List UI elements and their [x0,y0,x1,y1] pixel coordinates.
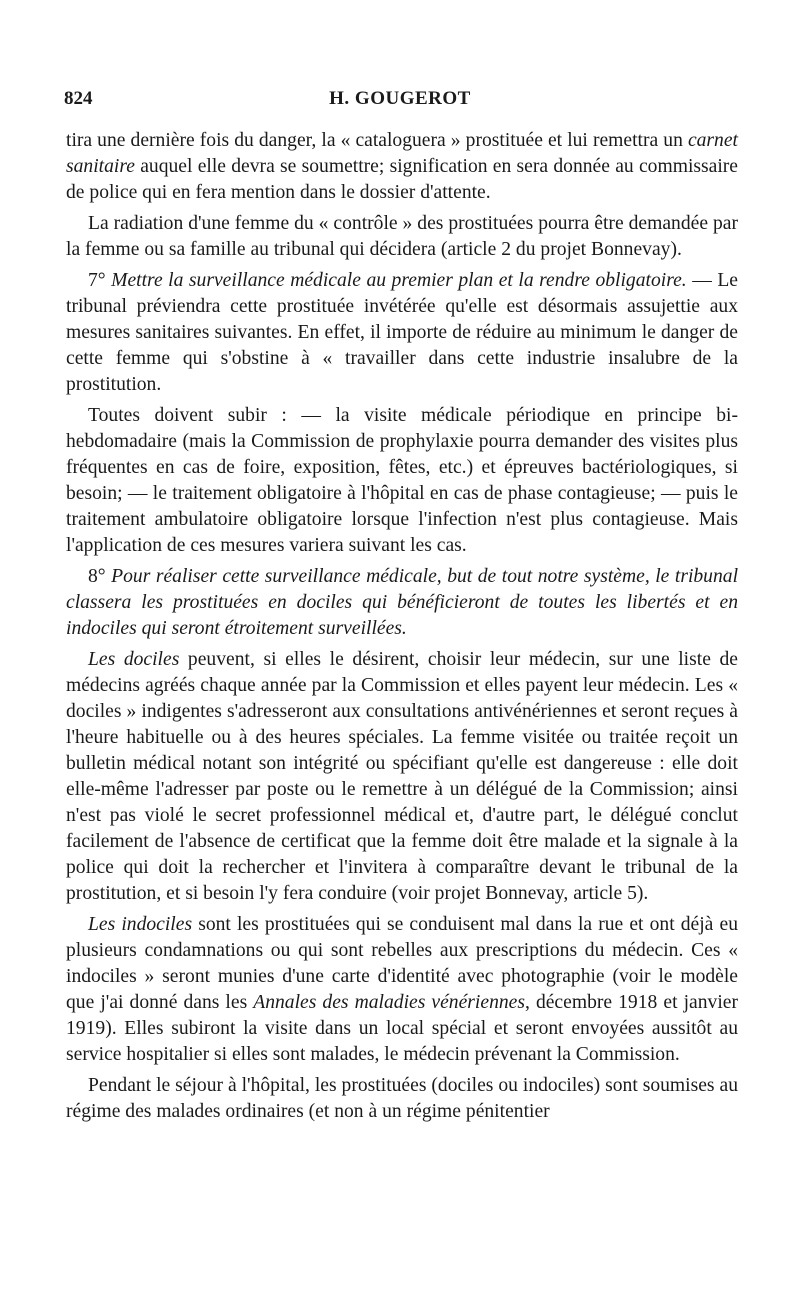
italic-run: Mettre la surveillance médicale au premier plan et la rendre obligatoire. [111,270,687,291]
page-number: 824 [64,88,93,109]
text-run: Pendant le séjour à l'hôpital, les prostituées (dociles ou indociles) sont soumises au régime des malades ordinaires (et non à un régime pénitentier [66,1075,738,1122]
page-header [64,88,736,116]
paragraph [66,403,738,559]
italic-run: carnet sanitaire [66,130,738,177]
text-run: — Le tribunal préviendra cette prostituée invétérée qu'elle est désormais assujettie aux mesures sanitaires suivantes. En effet, il importe de réduire au minimum le danger de cette femme qui s'obstine à « travailler dans cette industrie insalubre de la prostitution. [66,270,738,395]
italic-run: Pour réaliser cette surveillance médicale, but de tout notre système, le tribunal classera les prostituées en dociles qui bénéficieront de toutes les libertés et en indociles qui seront étroitement surveillées. [66,566,739,639]
text-run: 7° [88,270,112,291]
paragraph [66,647,738,907]
paragraph [66,128,738,206]
text-run: Toutes doivent subir : — la visite médicale périodique en principe bi-hebdomadaire (mais la Commission de prophylaxie pourra demander des visites plus fréquentes en cas de foire, exposition, fêtes, etc.) et épreuves bactériologiques, si besoin; — le traitement obligatoire à l'hôpital en cas de phase contagieuse; — puis le traitement ambulatoire obligatoire lorsque l'infection n'est plus contagieuse. Mais l'application de ces mesures variera suivant les cas. [66,405,738,556]
italic-run: Les indociles [88,914,193,935]
paragraph [66,1073,738,1125]
running-title: H. GOUGEROT [329,88,471,109]
text-run: tira une dernière fois du danger, la « cataloguera » prostituée et lui remettra un [66,130,688,151]
text-body [66,128,738,1130]
paragraph [66,564,738,642]
italic-run: Annales des maladies vénériennes [253,992,525,1013]
text-run: auquel elle devra se soumettre; signification en sera donnée au commissaire de police qui en fera mention dans le dossier d'attente. [66,156,738,203]
italic-run: Les dociles [88,649,180,670]
text-run: 8° [88,566,112,587]
paragraph [66,912,738,1068]
text-run: peuvent, si elles le désirent, choisir leur médecin, sur une liste de médecins agréés chaque année par la Commission et elles payent leur médecin. Les « dociles » indigentes s'adresseront aux consultations antivénériennes et seront reçues à l'heure habituelle ou à des heures spéciales. La femme visitée ou traitée reçoit un bulletin médical notant son intégrité ou spécifiant qu'elle est dangereuse : elle doit elle-même l'adresser par poste ou le remettre à un délégué de la Commission; ainsi n'est pas violé le secret professionnel médical et, d'autre part, le délégué conclut facilement de l'absence de certificat que la femme doit être malade et la signale à la police qui doit la rechercher et l'invitera à comparaître devant le tribunal de la prostitution, et si besoin l'y fera conduire (voir projet Bonnevay, article 5). [66,649,738,904]
paragraph [66,211,738,263]
paragraph [66,268,738,398]
text-run: sont les prostituées qui se conduisent mal dans la rue et ont déjà eu plusieurs condamnations ou qui sont rebelles aux prescriptions du médecin. Ces « indociles » seront munies d'une carte d'identité avec photographie (voir le modèle que j'ai donné dans les [66,914,738,1013]
text-run: , décembre 1918 et janvier 1919). Elles subiront la visite dans un local spécial et seront envoyées aussitôt au service hospitalier si elles sont malades, le médecin prévenant la Commission. [66,992,738,1065]
text-run: La radiation d'une femme du « contrôle » des prostituées pourra être demandée par la femme ou sa famille au tribunal qui décidera (article 2 du projet Bonnevay). [66,213,738,260]
